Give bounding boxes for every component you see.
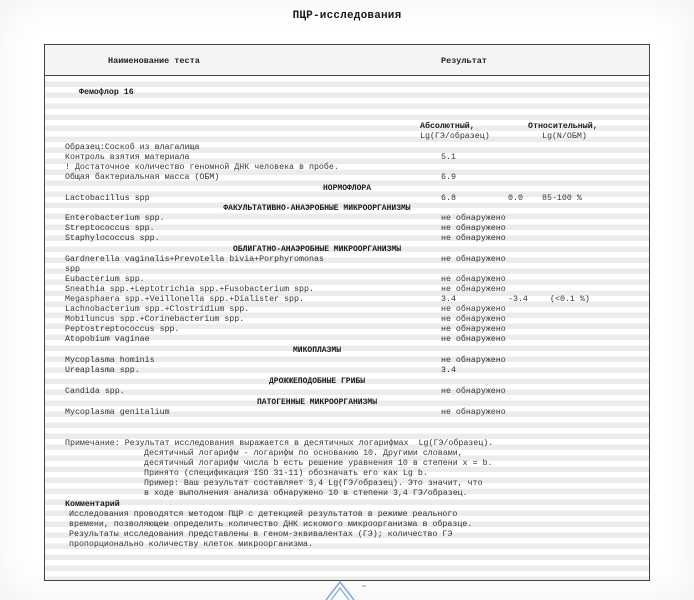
section-mycoplasmas: МИКОПЛАЗМЫ: [292, 346, 341, 355]
row-streptococcus: Streptococcus spp.: [65, 224, 155, 233]
section-pathogens: ПАТОГЕННЫЕ МИКРООРГАНИЗМЫ: [256, 398, 378, 407]
document-title: ПЦР-исследования: [292, 10, 402, 22]
comment-line-4: пропорционально количеству клеток микроорганизма.: [69, 540, 313, 549]
col-absolute-unit: Lg(ГЭ/образец): [420, 132, 490, 141]
section-yeast: ДРОЖЖЕПОДОБНЫЕ ГРИБЫ: [268, 377, 365, 386]
result-sneathia: не обнаружено: [441, 285, 506, 294]
row-mycoplasma-hominis: Mycoplasma hominis: [65, 356, 155, 365]
result-enterobacterium: не обнаружено: [441, 214, 506, 223]
row-mobiluncus: Mobiluncus spp.+Corinebacterium spp.: [65, 315, 245, 324]
result-gardnerella: не обнаружено: [441, 255, 506, 264]
header-result: Результат: [441, 56, 487, 66]
sample-line: Образец:Соскоб из влагалища: [65, 143, 200, 152]
col-relative-unit: Lg(N/ОБМ): [542, 132, 587, 141]
result-megasphaera-pct: (<0.1 %): [550, 295, 590, 304]
section-normoflora: НОРМОФЛОРА: [322, 184, 371, 193]
row-lachnobacterium: Lachnobacterium spp.+Clostridium spp.: [65, 305, 250, 314]
result-eubacterium: не обнаружено: [441, 275, 506, 284]
row-candida: Candida spp.: [65, 387, 125, 396]
total-mass-value: 6.9: [441, 173, 456, 182]
result-atopobium: не обнаружено: [441, 335, 506, 344]
lactobacillus-range: 85-100 %: [542, 194, 582, 203]
row-eubacterium: Eubacterium spp.: [65, 275, 145, 284]
row-ureaplasma: Ureaplasma spp.: [65, 366, 140, 375]
comment-line-2: времени, позволяющем определить количество ДНК искомого микроорганизма в образце.: [69, 520, 473, 529]
comment-line-1: Исследования проводятся методом ПЦР с детекцией результатов в режиме реального: [69, 510, 458, 519]
col-relative: Относительный,: [528, 122, 598, 131]
result-megasphaera-rel: -3.4: [508, 295, 528, 304]
row-atopobium: Atopobium vaginae: [65, 335, 150, 344]
row-enterobacterium: Enterobacterium spp.: [65, 214, 165, 223]
row-megasphaera: Megasphaera spp.+Veillonella spp.+Dialister spp.: [65, 295, 304, 304]
results-table: [44, 44, 650, 581]
row-peptostreptococcus: Peptostreptococcus spp.: [65, 325, 180, 334]
note-line-6: в ходе выполнения анализа обнаружено 10 в степени 3,4 ГЭ/образец.: [144, 489, 468, 498]
row-sneathia: Sneathia spp.+Leptotrichia spp.+Fusobacterium spp.: [65, 285, 314, 294]
comment-title: Комментарий: [65, 500, 120, 509]
result-lachnobacterium: не обнаружено: [441, 305, 506, 314]
result-streptococcus: не обнаружено: [441, 224, 506, 233]
row-gardnerella-cont: spp: [65, 265, 80, 274]
row-mycoplasma-genitalium: Mycoplasma genitalium: [65, 408, 170, 417]
row-staphylococcus: Staphylococcus spp.: [65, 234, 160, 243]
result-peptostreptococcus: не обнаружено: [441, 325, 506, 334]
note-line-1: Примечание: Результат исследования выражается в десятичных логарифмах Lg(ГЭ/образец).: [65, 439, 494, 448]
note-line-2: Десятичный логарифм - логарифм по основанию 10. Другими словами,: [144, 449, 463, 458]
section-facultative: ФАКУЛЬТАТИВНО-АНАЭРОБНЫЕ МИКРООРГАНИЗМЫ: [223, 204, 411, 213]
panel-name: Фемофлор 16: [79, 88, 134, 97]
section-obligate: ОБЛИГАТНО-АНАЭРОБНЫЕ МИКРООРГАНИЗМЫ: [232, 245, 402, 254]
lactobacillus-abs: 6.8: [441, 194, 456, 203]
note-line-5: Пример: Ваш результат составляет 3,4 Lg(ГЭ/образец). Это значит, что: [144, 479, 483, 488]
table-body: [45, 76, 649, 581]
note-line-4: Принято (спецификация ISO 31-11) обозначать его как Lg b.: [144, 469, 428, 478]
total-mass-label: Общая бактериальная масса (ОБМ): [65, 173, 220, 182]
control-label: Контроль взятия материала: [65, 153, 190, 162]
result-megasphaera-abs: 3.4: [441, 295, 456, 304]
result-mobiluncus: не обнаружено: [441, 315, 506, 324]
header-test-name: Наименование теста: [108, 56, 200, 66]
note-line-3: десятичный логарифм числа b есть решение уравнения 10 в степени x = b.: [144, 459, 493, 468]
result-ureaplasma: 3.4: [441, 366, 456, 375]
lactobacillus-rel: 0.0: [508, 194, 523, 203]
row-gardnerella: Gardnerella vaginalis+Prevotella bivia+Porphyromonas: [65, 255, 324, 264]
comment-line-3: Результаты исследования представлены в геном-эквивалентах (ГЭ); количество ГЭ: [69, 530, 453, 539]
lactobacillus-name: Lactobacillus spp: [65, 194, 150, 203]
result-candida: не обнаружено: [441, 387, 506, 396]
result-mycoplasma-genitalium: не обнаружено: [441, 408, 506, 417]
result-staphylococcus: не обнаружено: [441, 234, 506, 243]
warning-line: ! Достаточное количество геномной ДНК человека в пробе.: [65, 163, 339, 172]
control-value: 5.1: [441, 153, 456, 162]
lab-logo-icon: [318, 580, 378, 600]
col-absolute: Абсолютный,: [420, 122, 475, 131]
result-mycoplasma-hominis: не обнаружено: [441, 356, 506, 365]
table-header: [45, 45, 649, 76]
